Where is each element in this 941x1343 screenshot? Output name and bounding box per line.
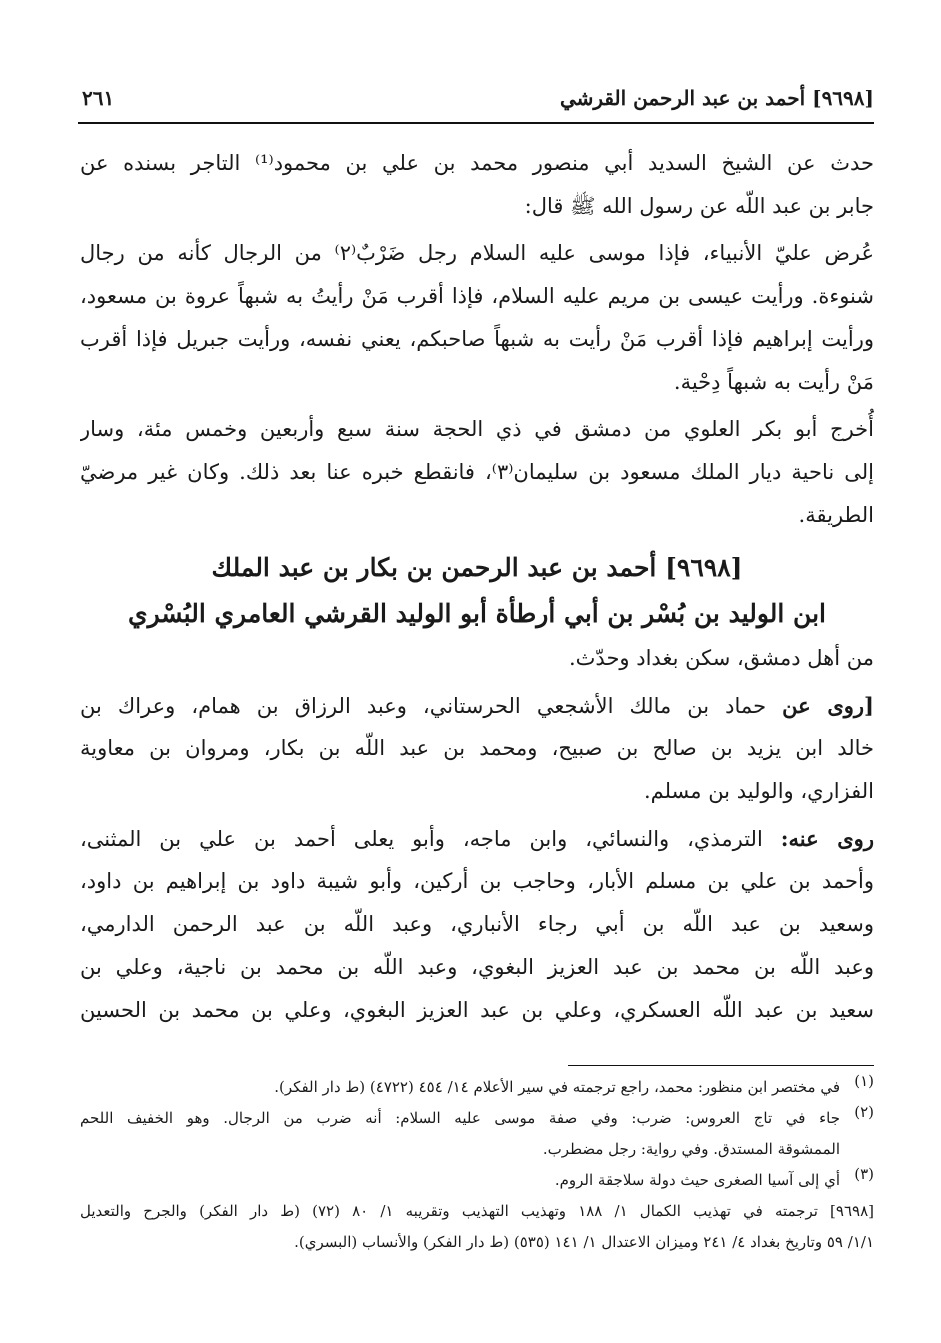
- text-line: سعيد بن عبد اللّه العسكري، وعلي بن عبد العزيز البغوي، وعلي بن محمد بن الحسين: [80, 998, 874, 1022]
- text-line: شنوءة. ورأيت عيسى بن مريم عليه السلام، فإذا أقرب مَنْ رأيتُ به شبهاً عروة بن مسعود،: [80, 284, 874, 308]
- text-line: عُرض عليّ الأنبياء، فإذا موسى عليه السلام رجل ضَرْبٌ⁽٢⁾ من الرجال كأنه من رجال: [80, 241, 874, 265]
- residence-line: من أهل دمشق، سكن بغداد وحدّث.: [568, 646, 874, 670]
- footnotes: [80, 1072, 874, 1258]
- text-line: جابر بن عبد اللّه عن رسول الله ﷺ قال:: [524, 194, 874, 218]
- text-line: حدث عن الشيخ السديد أبي منصور محمد بن علي بن محمود⁽¹⁾ التاجر بسنده عن: [80, 151, 874, 175]
- main-text: [80, 142, 874, 1032]
- sources-note: [٩٦٩٨] ترجمته في تهذيب الكمال ١/ ١٨٨ وتهذيب التهذيب وتقريبه ١/ ٨٠ (٧٢) (ط دار الفكر) والجرح والتعديل ١/١/ ٥٩ وتاريخ بغداد ٤/ ٢٤١ وميزان الاعتدال ١/ ١٤١ (٥٣٥) (ط دار الفكر) والأنساب (البسري).: [80, 1202, 874, 1251]
- footnote-2: (٢) جاء في تاج العروس: ضرب: وفي صفة موسى عليه السلام: أنه ضرب من الرجال. وهو الخفيف اللحم الممشوقة المستدق. وفي رواية: رجل مضطرب.: [80, 1103, 874, 1158]
- narrated-by-label: روى عنه:: [780, 826, 874, 851]
- entry-heading: [٩٦٩٨] أحمد بن عبد الرحمن بن بكار بن عبد الملك: [211, 553, 743, 582]
- footnote-rule: [568, 1065, 874, 1066]
- running-header: [78, 86, 874, 120]
- narrated-from-label: [روى عن: [782, 693, 874, 718]
- text-line: مَنْ رأيت به شبهاً دِحْية.: [673, 370, 874, 394]
- text-line: وأحمد بن علي بن مسلم الأبار، وحاجب بن أركين، وأبو شيبة داود بن إبراهيم بن داود،: [80, 869, 874, 893]
- footnote-3: (٣) أي إلى آسيا الصغرى حيث دولة سلاجقة الروم.: [554, 1165, 874, 1189]
- header-rule: [78, 122, 874, 124]
- text-line: أُخرج أبو بكر العلوي من دمشق في ذي الحجة سنة سبع وأربعين وخمس مئة، وسار: [80, 417, 874, 441]
- page-number: ٢٦١: [82, 86, 115, 110]
- text-line: الفزاري، والوليد بن مسلم.: [643, 779, 874, 803]
- footnote-1: (١) في مختصر ابن منظور: محمد، راجع ترجمته في سير الأعلام ١٤/ ٤٥٤ (٤٧٢٢) (ط دار الفكر).: [274, 1072, 874, 1096]
- text-line: إلى ناحية ديار الملك مسعود بن سليمان⁽٣⁾، فانقطع خبره عنا بعد ذلك. وكان غير مرضيّ: [80, 460, 874, 484]
- text-line: ورأيت إبراهيم فإذا أقرب مَنْ رأيت به شبهاً صاحبكم، يعني نفسه، ورأيت جبريل فإذا أقرب: [80, 327, 874, 351]
- text-line: خالد ابن يزيد بن صالح بن صبيح، ومحمد بن عبد اللّه بن بكار، ومروان بن معاوية: [80, 736, 874, 760]
- text-line: وسعيد بن عبد اللّه بن أبي رجاء الأنباري، وعبد اللّه بن عبد الرحمن الدارمي،: [80, 912, 874, 936]
- narrated-from-line: [روى عن حماد بن مالك الأشجعي الحرستاني، وعبد الرزاق بن همام، وعراك بن: [80, 693, 874, 718]
- text-line: الطريقة.: [798, 503, 874, 527]
- text-line: وعبد اللّه بن محمد بن عبد العزيز البغوي، وعبد اللّه بن محمد بن ناجية، وعلي بن: [80, 955, 874, 979]
- narrated-by-line: روى عنه: الترمذي، والنسائي، وابن ماجه، وأبو يعلى أحمد بن علي بن المثنى،: [80, 826, 874, 851]
- entry-heading-continued: ابن الوليد بن بُسْر بن أبي أرطأة أبو الوليد القرشي العامري البُسْري: [128, 599, 826, 628]
- running-title: [٩٦٩٨] أحمد بن عبد الرحمن القرشي: [559, 86, 874, 110]
